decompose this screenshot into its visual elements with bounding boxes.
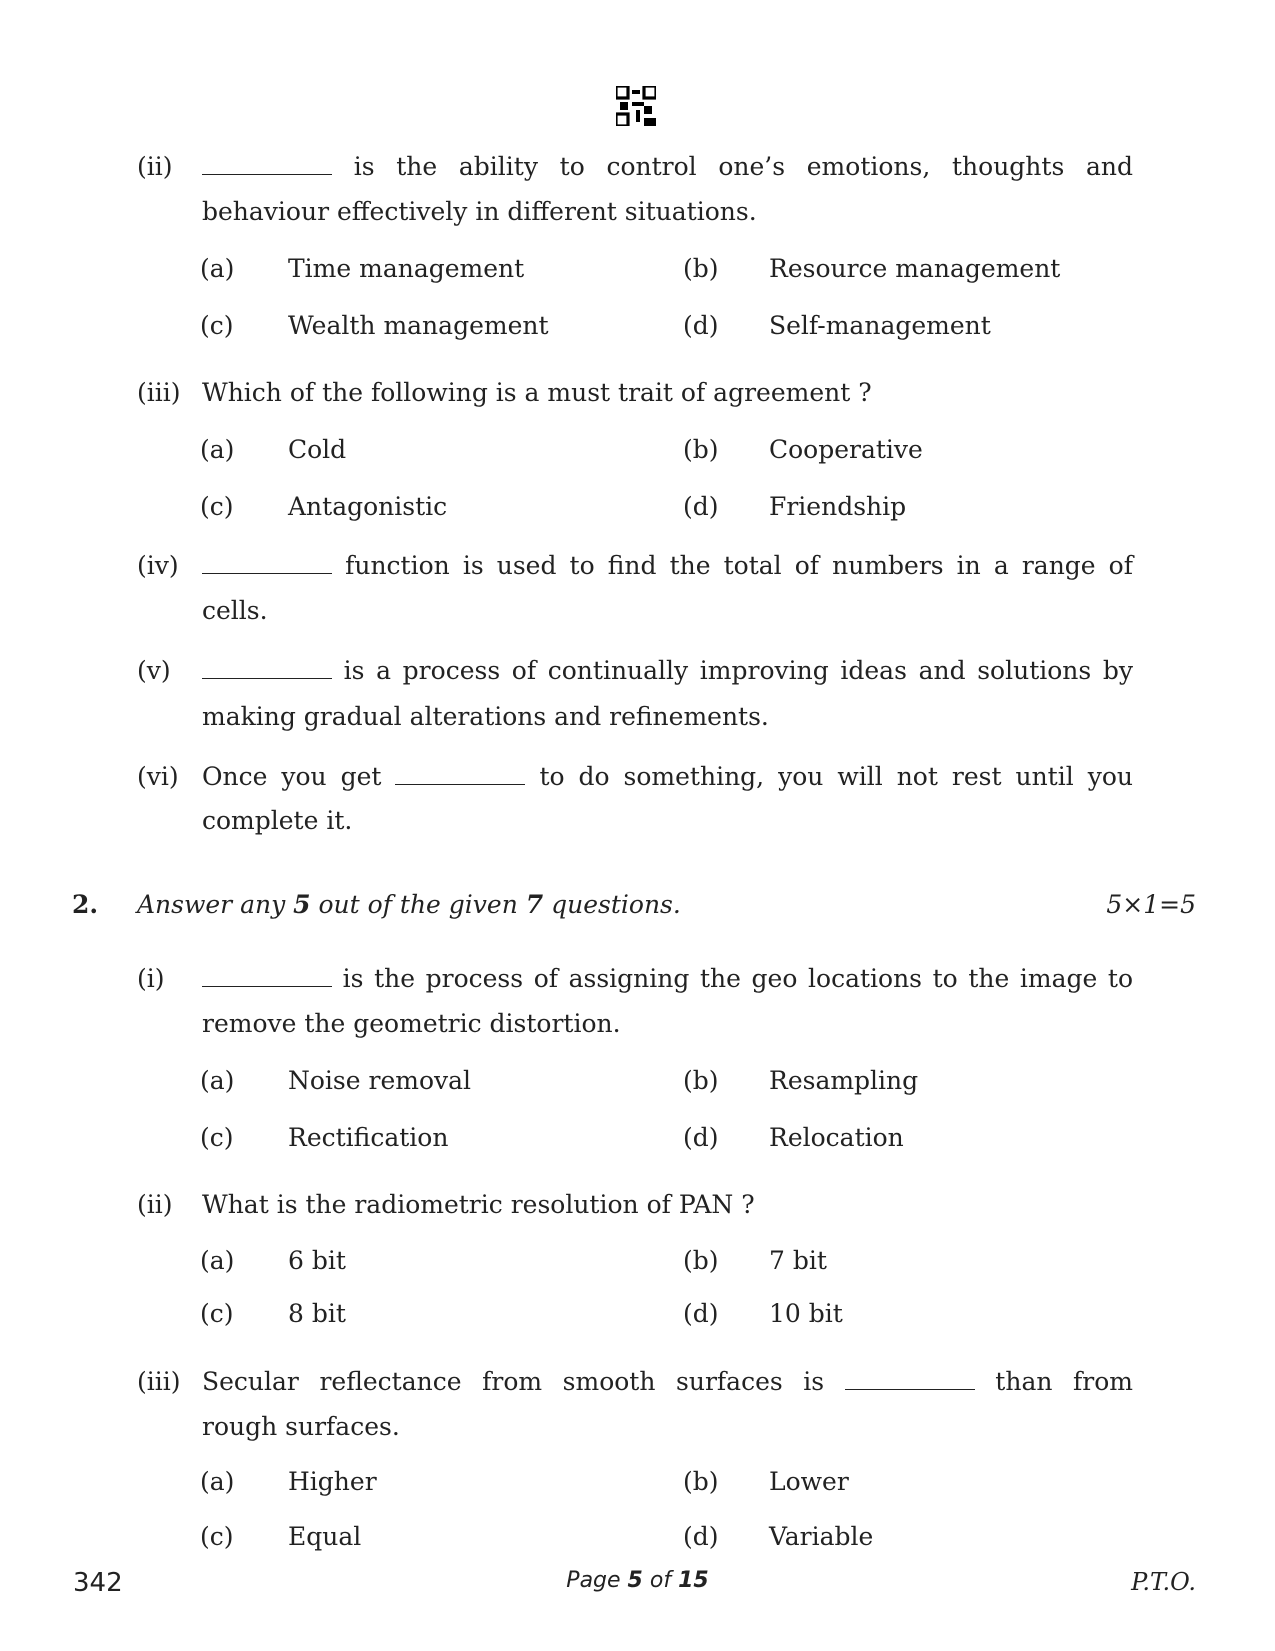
option-label: (a) bbox=[200, 1467, 235, 1496]
q2-i-line2: remove the geometric distortion. bbox=[202, 1009, 621, 1038]
option-label: (c) bbox=[200, 492, 234, 521]
option-text: Noise removal bbox=[288, 1066, 472, 1095]
qr-code-icon bbox=[616, 86, 656, 126]
option-label: (b) bbox=[683, 435, 719, 464]
q2-iii-label: (iii) bbox=[137, 1367, 181, 1396]
pto-label: P.T.O. bbox=[1131, 1568, 1196, 1596]
answer-blank bbox=[395, 764, 525, 785]
option-label: (c) bbox=[200, 311, 234, 340]
q1-vi-text bbox=[202, 761, 1133, 793]
option-label: (c) bbox=[200, 1299, 234, 1328]
instr-count: 5 bbox=[293, 890, 311, 919]
q2-number: 2. bbox=[72, 890, 99, 919]
q1-v-stem: is a process of continually improving ideas and solutions by bbox=[343, 656, 1134, 685]
instr-part: questions. bbox=[543, 890, 681, 919]
q2-i-text bbox=[202, 963, 1133, 995]
option-text: Cooperative bbox=[769, 435, 923, 464]
option-label: (a) bbox=[200, 1246, 235, 1275]
answer-blank bbox=[845, 1369, 975, 1390]
option-text: Friendship bbox=[769, 492, 907, 521]
q2-marks: 5×1=5 bbox=[1106, 890, 1196, 919]
answer-blank bbox=[202, 966, 332, 987]
option-text: Wealth management bbox=[288, 311, 549, 340]
option-label: (b) bbox=[683, 1467, 719, 1496]
option-label: (b) bbox=[683, 1246, 719, 1275]
q1-v-line2: making gradual alterations and refinements. bbox=[202, 702, 769, 731]
option-label: (a) bbox=[200, 435, 235, 464]
option-text: Resource management bbox=[769, 254, 1061, 283]
instr-total: 7 bbox=[525, 890, 544, 919]
answer-blank bbox=[202, 154, 332, 175]
option-text: 6 bit bbox=[288, 1246, 346, 1275]
q2-iii-after: than from bbox=[995, 1367, 1133, 1396]
option-label: (d) bbox=[683, 1522, 719, 1551]
q1-vi-label: (vi) bbox=[137, 762, 179, 791]
q1-ii-label: (ii) bbox=[137, 152, 173, 181]
q1-vi-after: to do something, you will not rest until you bbox=[539, 762, 1133, 791]
page-total: 15 bbox=[678, 1568, 709, 1593]
option-text: 8 bit bbox=[288, 1299, 346, 1328]
paper-code: 342 bbox=[73, 1568, 123, 1598]
q2-iii-before: Secular reflectance from smooth surfaces is bbox=[202, 1367, 825, 1396]
q1-iv-stem: function is used to find the total of numbers in a range of bbox=[345, 551, 1133, 580]
option-label: (a) bbox=[200, 254, 235, 283]
q1-vi-before: Once you get bbox=[202, 762, 382, 791]
q2-iii-line2: rough surfaces. bbox=[202, 1412, 400, 1441]
page-number bbox=[0, 1568, 1275, 1593]
option-text: Variable bbox=[769, 1522, 874, 1551]
option-label: (a) bbox=[200, 1066, 235, 1095]
q2-iii-text bbox=[202, 1366, 1133, 1398]
instr-part: out of the given bbox=[310, 890, 526, 919]
option-text: Equal bbox=[288, 1522, 362, 1551]
answer-blank bbox=[202, 553, 332, 574]
page-text: Page bbox=[566, 1568, 628, 1593]
q1-v-label: (v) bbox=[137, 656, 171, 685]
option-label: (d) bbox=[683, 492, 719, 521]
option-text: Self-management bbox=[769, 311, 991, 340]
option-label: (d) bbox=[683, 1299, 719, 1328]
q1-iv-label: (iv) bbox=[137, 551, 179, 580]
option-text: Higher bbox=[288, 1467, 377, 1496]
option-text: Cold bbox=[288, 435, 347, 464]
q1-iii-label: (iii) bbox=[137, 378, 181, 407]
q1-ii-line2: behaviour effectively in different situations. bbox=[202, 197, 757, 226]
q2-ii-label: (ii) bbox=[137, 1190, 173, 1219]
option-text: 10 bit bbox=[769, 1299, 843, 1328]
option-text: 7 bit bbox=[769, 1246, 827, 1275]
option-label: (c) bbox=[200, 1123, 234, 1152]
q2-i-label: (i) bbox=[137, 964, 165, 993]
option-label: (b) bbox=[683, 254, 719, 283]
option-text: Relocation bbox=[769, 1123, 904, 1152]
option-label: (d) bbox=[683, 311, 719, 340]
option-text: Resampling bbox=[769, 1066, 919, 1095]
q2-ii-text: What is the radiometric resolution of PAN ? bbox=[202, 1190, 755, 1219]
q1-v-text bbox=[202, 655, 1133, 687]
instr-part: Answer any bbox=[137, 890, 294, 919]
option-text: Rectification bbox=[288, 1123, 449, 1152]
q1-ii-stem: is the ability to control one’s emotions, thoughts and bbox=[353, 152, 1133, 181]
option-text: Lower bbox=[769, 1467, 849, 1496]
page-current: 5 bbox=[627, 1568, 643, 1593]
q1-vi-line2: complete it. bbox=[202, 806, 353, 835]
option-label: (b) bbox=[683, 1066, 719, 1095]
option-label: (c) bbox=[200, 1522, 234, 1551]
option-label: (d) bbox=[683, 1123, 719, 1152]
option-text: Time management bbox=[288, 254, 525, 283]
answer-blank bbox=[202, 658, 332, 679]
page-text: of bbox=[642, 1568, 679, 1593]
q1-iii-text: Which of the following is a must trait of agreement ? bbox=[202, 378, 872, 407]
q1-iv-line2: cells. bbox=[202, 596, 268, 625]
option-text: Antagonistic bbox=[288, 492, 448, 521]
q2-instruction bbox=[137, 889, 681, 921]
q1-ii-text bbox=[202, 151, 1133, 183]
q1-iv-text bbox=[202, 550, 1133, 582]
q2-i-stem: is the process of assigning the geo locations to the image to bbox=[342, 964, 1133, 993]
